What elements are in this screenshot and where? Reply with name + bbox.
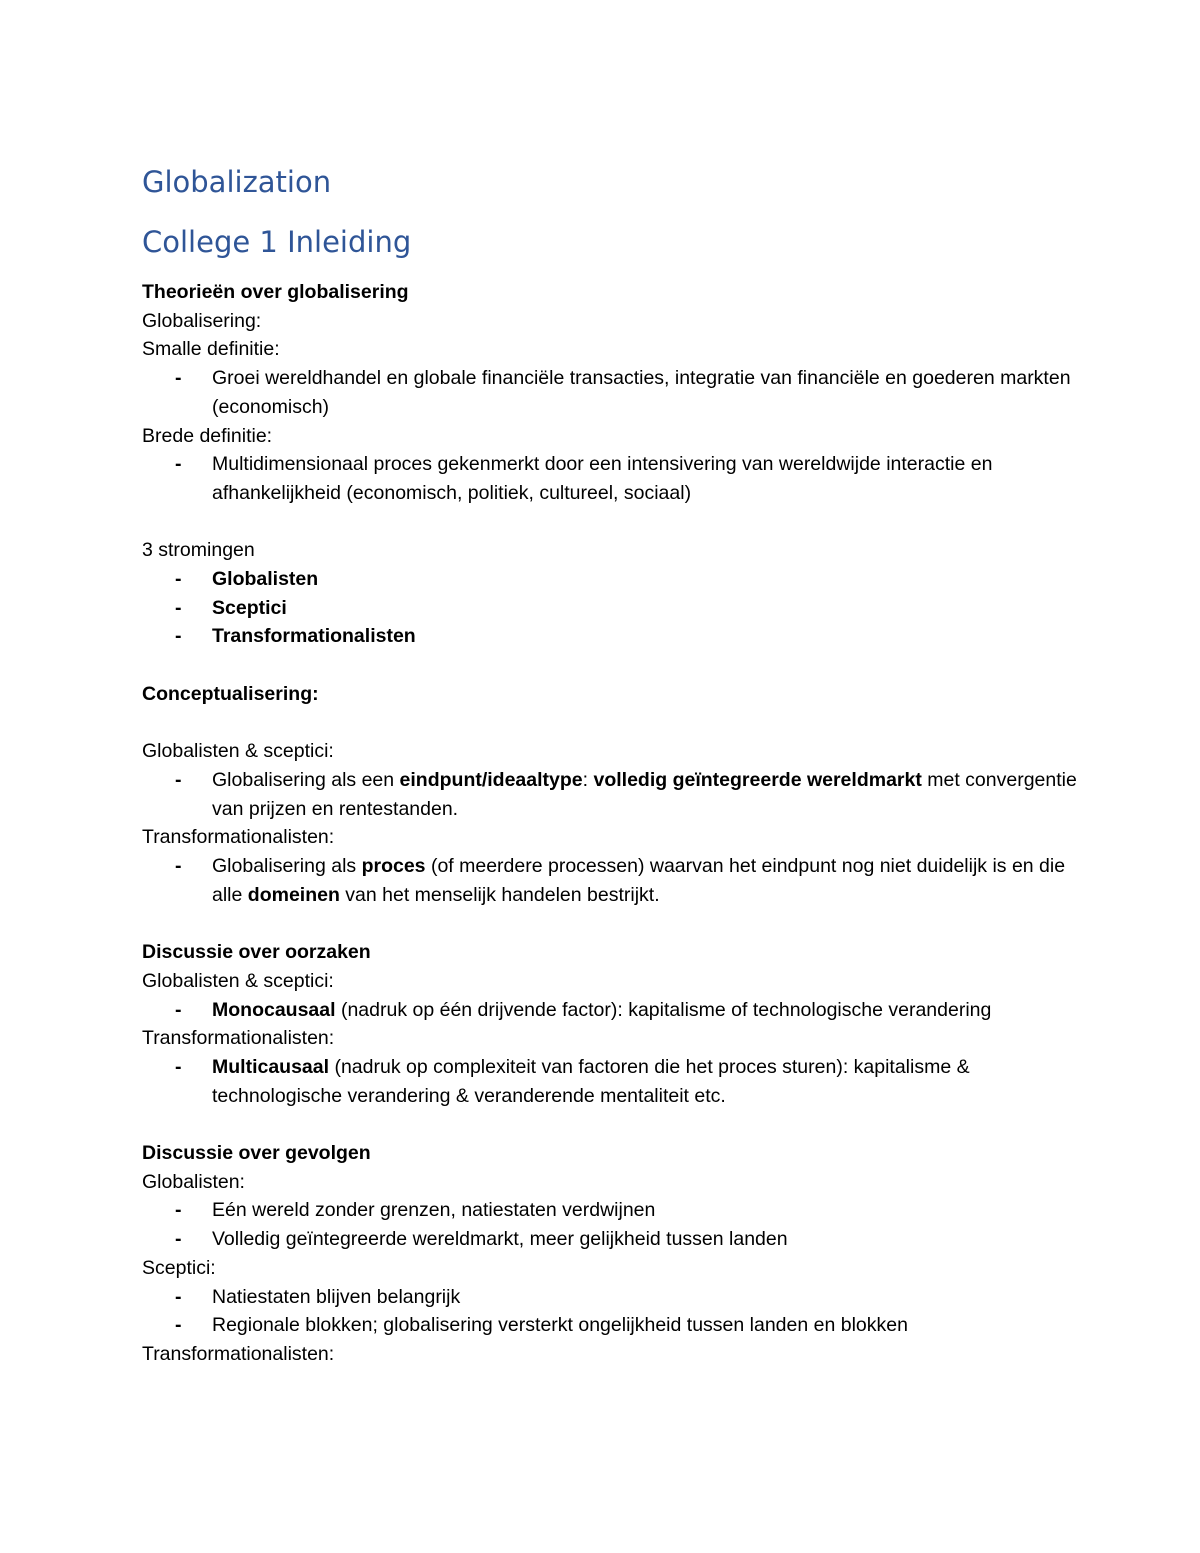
list-item-text: Sceptici: [212, 596, 287, 619]
list-item: [142, 1311, 1082, 1340]
spacer: [142, 651, 1082, 680]
list-item-text: Regionale blokken; globalisering versterkt ongelijkheid tussen landen en blokken: [212, 1314, 908, 1337]
dash-bullet: -: [175, 1285, 182, 1308]
list-item-text: Transformationalisten: [212, 625, 416, 648]
group-label: Transformationalisten:: [142, 826, 335, 849]
text-run: Globalisering als: [212, 855, 362, 878]
list-item-text: Groei wereldhandel en globale financiële transacties, integratie van financiële en goederen markten (economisch): [212, 367, 1071, 418]
group-label: Globalisten & sceptici:: [142, 740, 334, 763]
spacer: [142, 1110, 1082, 1139]
list-item: [142, 766, 1082, 823]
emphasis-text: volledig geïntegreerde wereldmarkt: [593, 768, 922, 791]
dash-bullet: -: [175, 568, 182, 591]
list-item: [142, 852, 1082, 909]
list-item: [142, 1196, 1082, 1225]
list-item: [142, 1053, 1082, 1110]
spacer: [142, 909, 1082, 938]
document-subtitle: College 1 Inleiding: [142, 225, 412, 259]
list-item: [142, 450, 1082, 507]
spacer: [142, 508, 1082, 537]
list-item: [142, 364, 1082, 421]
emphasis-text: eindpunt/ideaaltype: [399, 768, 583, 791]
dash-bullet: -: [175, 1314, 182, 1337]
smalle-definitie-label: Smalle definitie:: [142, 338, 280, 361]
text-run: van het menselijk handelen bestrijkt.: [339, 883, 660, 906]
list-item-text: Multidimensionaal proces gekenmerkt door een intensivering van wereldwijde interactie en afhankelijkheid (economisch, politiek, cultureel, sociaal): [212, 453, 993, 504]
text-run: (nadruk op één drijvende factor): kapitalisme of technologische verandering: [335, 998, 992, 1021]
list-item-text: Volledig geïntegreerde wereldmarkt, meer gelijkheid tussen landen: [212, 1228, 788, 1251]
dash-bullet: -: [175, 1055, 182, 1078]
spacer: [142, 709, 1082, 738]
list-item-text: Globalisten: [212, 568, 319, 591]
globalisering-label: Globalisering:: [142, 309, 262, 332]
dash-bullet: -: [175, 768, 182, 791]
document-title: Globalization: [142, 165, 332, 199]
list-item: [142, 1283, 1082, 1312]
group-label: Transformationalisten:: [142, 1342, 335, 1365]
dash-bullet: -: [175, 367, 182, 390]
section-heading-conceptualisering: Conceptualisering:: [142, 682, 319, 705]
dash-bullet: -: [175, 453, 182, 476]
group-label: Transformationalisten:: [142, 1027, 335, 1050]
list-item: [142, 622, 1082, 651]
text-run: (nadruk op complexiteit van factoren die het proces sturen): kapitalisme & technologische verandering & veranderende mentaliteit etc.: [212, 1055, 970, 1107]
dash-bullet: -: [175, 1228, 182, 1251]
dash-bullet: -: [175, 596, 182, 619]
group-label: Sceptici:: [142, 1256, 216, 1279]
emphasis-text: Multicausaal: [212, 1055, 330, 1078]
group-label: Globalisten & sceptici:: [142, 969, 334, 992]
dash-bullet: -: [175, 998, 182, 1021]
list-item: [142, 996, 1082, 1025]
section-heading-theories: Theorieën over globalisering: [142, 281, 409, 303]
list-item-text: Eén wereld zonder grenzen, natiestaten verdwijnen: [212, 1199, 656, 1222]
emphasis-text: domeinen: [247, 883, 340, 906]
list-item: [142, 594, 1082, 623]
stromingen-heading: 3 stromingen: [142, 539, 255, 562]
emphasis-text: proces: [361, 855, 426, 878]
dash-bullet: -: [175, 1199, 182, 1222]
text-run: (of meerdere processen) waarvan het eindpunt nog niet duidelijk is en die alle: [212, 855, 1066, 906]
dash-bullet: -: [175, 855, 182, 878]
text-run: met convergentie van prijzen en rentestanden.: [212, 768, 1077, 820]
group-label: Globalisten:: [142, 1170, 245, 1193]
text-run: :: [582, 768, 594, 791]
brede-definitie-label: Brede definitie:: [142, 424, 273, 447]
document-page: [142, 160, 1082, 1369]
section-heading-gevolgen: Discussie over gevolgen: [142, 1142, 371, 1165]
list-item: [142, 565, 1082, 594]
dash-bullet: -: [175, 625, 182, 648]
list-item-text: Natiestaten blijven belangrijk: [212, 1285, 461, 1308]
emphasis-text: Monocausaal: [212, 998, 336, 1021]
text-run: Globalisering als een: [212, 768, 400, 791]
list-item: [142, 1225, 1082, 1254]
section-heading-oorzaken: Discussie over oorzaken: [142, 941, 371, 964]
